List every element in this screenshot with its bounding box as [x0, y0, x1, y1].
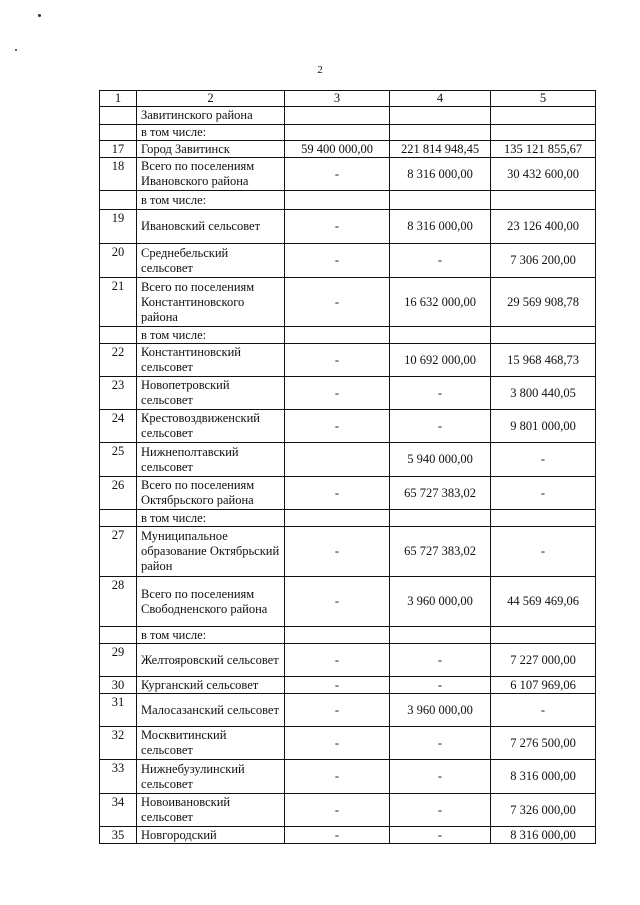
name-cell: Всего по поселениям Ивановского района — [137, 158, 285, 191]
table-row — [100, 827, 596, 844]
row-number-cell — [100, 107, 137, 125]
table-row — [100, 158, 596, 191]
column3-value-cell: - — [285, 760, 390, 794]
name-cell: Малосазанский сельсовет — [137, 694, 285, 727]
column4-value-cell: 8 316 000,00 — [390, 158, 491, 191]
name-cell: Ивановский сельсовет — [137, 210, 285, 244]
name-cell: Константиновский сельсовет — [137, 344, 285, 377]
column4-value-cell — [390, 510, 491, 527]
column4-value-cell: 10 692 000,00 — [390, 344, 491, 377]
column4-value-cell: 3 960 000,00 — [390, 577, 491, 627]
column5-value-cell: - — [491, 527, 596, 577]
row-number-cell — [100, 510, 137, 527]
column3-value-cell: - — [285, 344, 390, 377]
name-cell: в том числе: — [137, 191, 285, 210]
row-number-cell: 20 — [100, 244, 137, 278]
column4-value-cell: - — [390, 244, 491, 278]
row-number-cell: 30 — [100, 677, 137, 694]
column5-value-cell: 29 569 908,78 — [491, 278, 596, 327]
name-cell: Новгородский — [137, 827, 285, 844]
column4-value-cell: - — [390, 794, 491, 827]
column-header: 4 — [390, 91, 491, 107]
table-header-row — [100, 91, 596, 107]
column4-value-cell: 5 940 000,00 — [390, 443, 491, 477]
name-cell: Всего по поселениям Константиновского района — [137, 278, 285, 327]
name-cell: Завитинского района — [137, 107, 285, 125]
row-number-cell: 22 — [100, 344, 137, 377]
table-row — [100, 527, 596, 577]
name-cell: Город Завитинск — [137, 141, 285, 158]
table-row — [100, 141, 596, 158]
name-cell: Новоивановский сельсовет — [137, 794, 285, 827]
column3-value-cell — [285, 510, 390, 527]
name-cell: в том числе: — [137, 627, 285, 644]
table-row — [100, 443, 596, 477]
column-header: 5 — [491, 91, 596, 107]
row-number-cell: 18 — [100, 158, 137, 191]
table-row — [100, 327, 596, 344]
table-row — [100, 210, 596, 244]
column5-value-cell: 9 801 000,00 — [491, 410, 596, 443]
column4-value-cell: - — [390, 644, 491, 677]
row-number-cell: 31 — [100, 694, 137, 727]
column3-value-cell: - — [285, 477, 390, 510]
name-cell: Среднебельский сельсовет — [137, 244, 285, 278]
column3-value-cell: - — [285, 577, 390, 627]
table-row — [100, 477, 596, 510]
column5-value-cell — [491, 627, 596, 644]
name-cell: Курганский сельсовет — [137, 677, 285, 694]
column5-value-cell — [491, 327, 596, 344]
column3-value-cell — [285, 125, 390, 141]
row-number-cell: 24 — [100, 410, 137, 443]
row-number-cell — [100, 125, 137, 141]
column5-value-cell: 7 326 000,00 — [491, 794, 596, 827]
column5-value-cell — [491, 107, 596, 125]
column4-value-cell: - — [390, 377, 491, 410]
column4-value-cell: 221 814 948,45 — [390, 141, 491, 158]
column3-value-cell: - — [285, 527, 390, 577]
row-number-cell: 29 — [100, 644, 137, 677]
column3-value-cell — [285, 327, 390, 344]
column3-value-cell: - — [285, 644, 390, 677]
row-number-cell — [100, 627, 137, 644]
column3-value-cell: - — [285, 278, 390, 327]
table-row — [100, 627, 596, 644]
column5-value-cell: 135 121 855,67 — [491, 141, 596, 158]
table-row — [100, 644, 596, 677]
name-cell: в том числе: — [137, 327, 285, 344]
column4-value-cell: - — [390, 727, 491, 760]
column4-value-cell: 16 632 000,00 — [390, 278, 491, 327]
column3-value-cell: - — [285, 158, 390, 191]
column4-value-cell — [390, 107, 491, 125]
name-cell: Новопетровский сельсовет — [137, 377, 285, 410]
column4-value-cell — [390, 191, 491, 210]
column4-value-cell: 3 960 000,00 — [390, 694, 491, 727]
table-row — [100, 244, 596, 278]
row-number-cell — [100, 327, 137, 344]
table-row — [100, 278, 596, 327]
column-header: 1 — [100, 91, 137, 107]
table-row — [100, 577, 596, 627]
column5-value-cell: 8 316 000,00 — [491, 827, 596, 844]
column3-value-cell — [285, 443, 390, 477]
table-row — [100, 410, 596, 443]
column3-value-cell: - — [285, 210, 390, 244]
row-number-cell: 26 — [100, 477, 137, 510]
column5-value-cell: 8 316 000,00 — [491, 760, 596, 794]
column4-value-cell: - — [390, 410, 491, 443]
page-number: 2 — [317, 64, 323, 76]
column5-value-cell: 44 569 469,06 — [491, 577, 596, 627]
name-cell: Нижнеполтавский сельсовет — [137, 443, 285, 477]
column5-value-cell: 30 432 600,00 — [491, 158, 596, 191]
column3-value-cell: 59 400 000,00 — [285, 141, 390, 158]
column-header: 2 — [137, 91, 285, 107]
column3-value-cell: - — [285, 410, 390, 443]
row-number-cell: 17 — [100, 141, 137, 158]
row-number-cell: 19 — [100, 210, 137, 244]
name-cell: в том числе: — [137, 125, 285, 141]
column5-value-cell: - — [491, 443, 596, 477]
column4-value-cell: - — [390, 827, 491, 844]
column4-value-cell: 8 316 000,00 — [390, 210, 491, 244]
row-number-cell: 34 — [100, 794, 137, 827]
table-row — [100, 377, 596, 410]
table-row — [100, 344, 596, 377]
column-header: 3 — [285, 91, 390, 107]
table-row — [100, 727, 596, 760]
column3-value-cell: - — [285, 244, 390, 278]
column5-value-cell: 3 800 440,05 — [491, 377, 596, 410]
column4-value-cell: 65 727 383,02 — [390, 527, 491, 577]
column4-value-cell: - — [390, 677, 491, 694]
name-cell: Всего по поселениям Свободненского района — [137, 577, 285, 627]
column5-value-cell: - — [491, 477, 596, 510]
row-number-cell: 21 — [100, 278, 137, 327]
column3-value-cell: - — [285, 677, 390, 694]
table-row — [100, 107, 596, 125]
row-number-cell: 35 — [100, 827, 137, 844]
column5-value-cell: 7 276 500,00 — [491, 727, 596, 760]
scan-speck — [38, 14, 41, 17]
name-cell: Муниципальное образование Октябрьский район — [137, 527, 285, 577]
column3-value-cell: - — [285, 694, 390, 727]
column5-value-cell — [491, 125, 596, 141]
row-number-cell: 23 — [100, 377, 137, 410]
table-row — [100, 510, 596, 527]
name-cell: в том числе: — [137, 510, 285, 527]
column4-value-cell — [390, 125, 491, 141]
column5-value-cell: 15 968 468,73 — [491, 344, 596, 377]
table-row — [100, 760, 596, 794]
scan-speck — [15, 49, 17, 51]
budget-allocation-table — [99, 90, 596, 844]
name-cell: Всего по поселениям Октябрьского района — [137, 477, 285, 510]
table-row — [100, 125, 596, 141]
column5-value-cell: 23 126 400,00 — [491, 210, 596, 244]
row-number-cell: 33 — [100, 760, 137, 794]
row-number-cell: 28 — [100, 577, 137, 627]
row-number-cell: 27 — [100, 527, 137, 577]
name-cell: Москвитинский сельсовет — [137, 727, 285, 760]
column3-value-cell: - — [285, 794, 390, 827]
column3-value-cell: - — [285, 827, 390, 844]
row-number-cell — [100, 191, 137, 210]
column5-value-cell: - — [491, 694, 596, 727]
column4-value-cell — [390, 327, 491, 344]
column3-value-cell: - — [285, 377, 390, 410]
row-number-cell: 32 — [100, 727, 137, 760]
name-cell: Желтояровский сельсовет — [137, 644, 285, 677]
table-row — [100, 794, 596, 827]
name-cell: Крестовоздвиженский сельсовет — [137, 410, 285, 443]
column4-value-cell: - — [390, 760, 491, 794]
table-row — [100, 694, 596, 727]
column4-value-cell — [390, 627, 491, 644]
column5-value-cell: 7 227 000,00 — [491, 644, 596, 677]
column5-value-cell — [491, 191, 596, 210]
column3-value-cell — [285, 107, 390, 125]
table-row — [100, 677, 596, 694]
column5-value-cell: 6 107 969,06 — [491, 677, 596, 694]
column5-value-cell — [491, 510, 596, 527]
name-cell: Нижнебузулинский сельсовет — [137, 760, 285, 794]
row-number-cell: 25 — [100, 443, 137, 477]
column3-value-cell — [285, 627, 390, 644]
column5-value-cell: 7 306 200,00 — [491, 244, 596, 278]
column3-value-cell: - — [285, 727, 390, 760]
column4-value-cell: 65 727 383,02 — [390, 477, 491, 510]
column3-value-cell — [285, 191, 390, 210]
table-row — [100, 191, 596, 210]
